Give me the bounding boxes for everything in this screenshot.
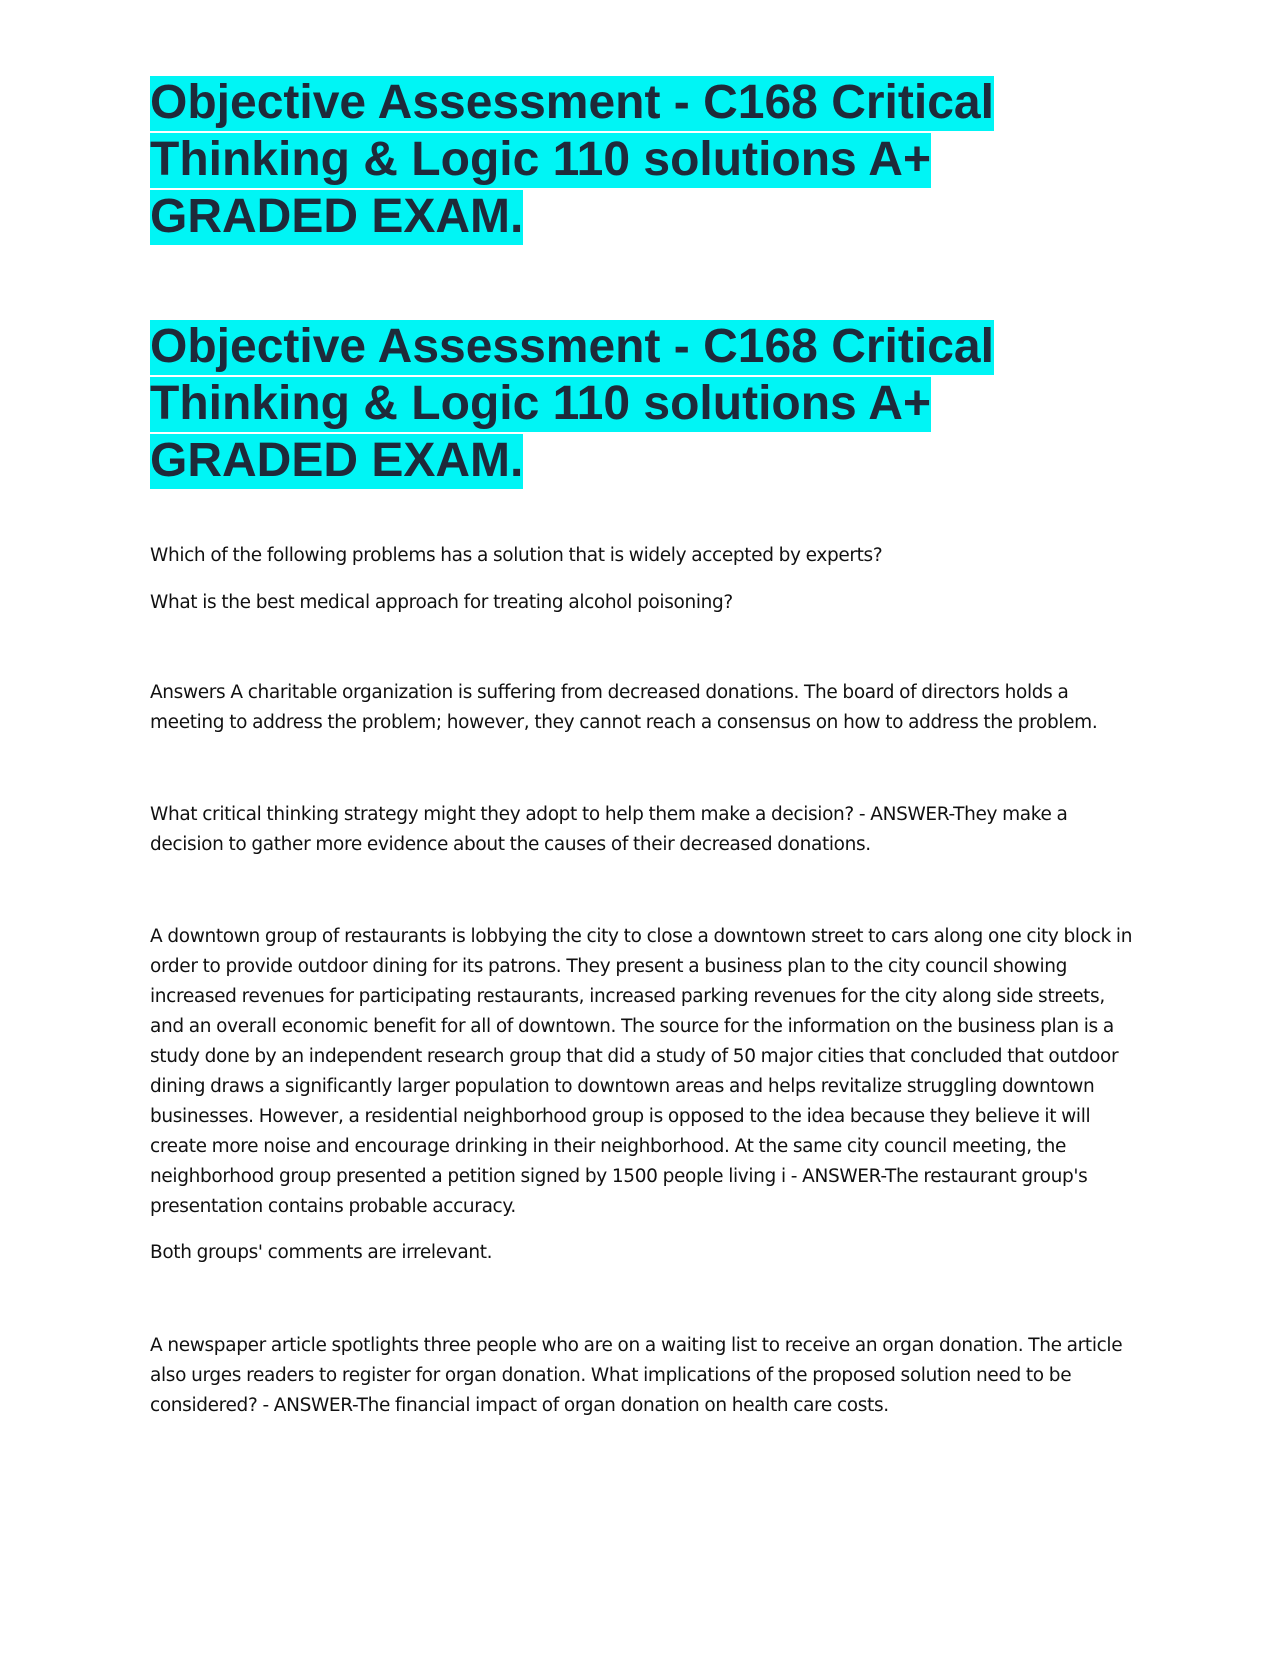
question-paragraph: Which of the following problems has a solution that is widely accepted by experts? (150, 545, 883, 566)
question-answer-paragraph: What critical thinking strategy might they adopt to help them make a decision? - ANSWER-They make a decision to gather more evidence about the causes of their decreased donations. (150, 804, 1068, 855)
document-title-second (150, 318, 1050, 489)
document-content (150, 72, 1140, 1421)
answer-paragraph: Answers A charitable organization is suffering from decreased donations. The board of directors holds a meeting to address the problem; however, they cannot reach a consensus on how to address the problem. (150, 682, 1098, 733)
question-answer-paragraph: A newspaper article spotlights three people who are on a waiting list to receive an organ donation. The article also urges readers to register for organ donation. What implications of the proposed solution need to be considered? - ANSWER-The financial impact of organ donation on health care costs. (150, 1335, 1123, 1416)
document-title-first (150, 74, 1050, 245)
title-highlight: Objective Assessment - C168 Critical Thinking & Logic 110 solutions A+ GRADED EXAM. (150, 76, 994, 243)
answer-paragraph: Both groups' comments are irrelevant. (150, 1242, 493, 1263)
title-highlight: Objective Assessment - C168 Critical Thinking & Logic 110 solutions A+ GRADED EXAM. (150, 320, 994, 487)
question-answer-paragraph: A downtown group of restaurants is lobbying the city to close a downtown street to cars along one city block in order to provide outdoor dining for its patrons. They present a business plan to the city council showing increased revenues for participating restaurants, increased parking revenues for the city along side streets, and an overall economic benefit for all of downtown. The source for the information on the business plan is a study done by an independent research group that did a study of 50 major cities that concluded that outdoor dining draws a significantly larger population to downtown areas and helps revitalize struggling downtown businesses. However, a residential neighborhood group is opposed to the idea because they believe it will create more noise and encourage drinking in their neighborhood. At the same city council meeting, the neighborhood group presented a petition signed by 1500 people living i - ANSWER-The restaurant group's presentation contains probable accuracy. (150, 926, 1133, 1217)
question-paragraph: What is the best medical approach for treating alcohol poisoning? (150, 592, 733, 613)
